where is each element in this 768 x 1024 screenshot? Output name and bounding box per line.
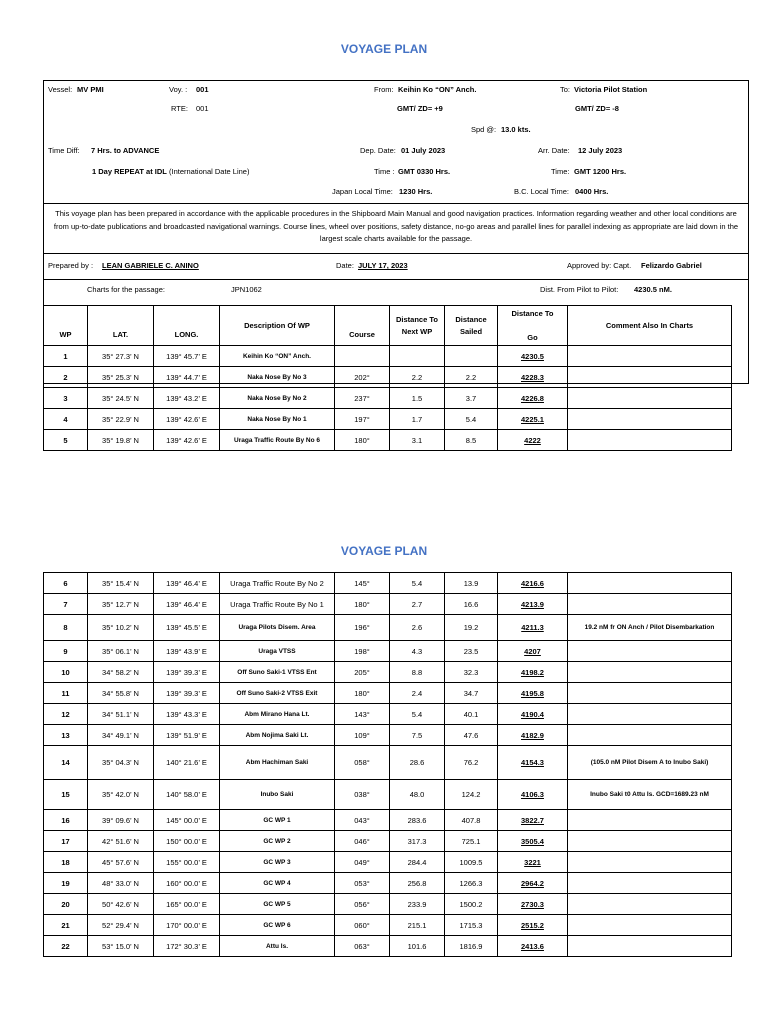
course-cell: 205° — [335, 662, 390, 683]
charts-label: Charts for the passage: — [87, 285, 165, 294]
charts-value: JPN1062 — [231, 285, 262, 294]
distance-sailed-cell — [445, 346, 498, 367]
lat-cell: 35° 22.9’ N — [88, 409, 154, 430]
long-cell: 139° 45.5’ E — [154, 615, 220, 641]
distance-sailed-cell: 13.9 — [445, 573, 498, 594]
description-cell: Uraga Traffic Route By No 2 — [220, 573, 335, 594]
comment-cell — [568, 683, 732, 704]
comment-cell — [568, 894, 732, 915]
table-row — [44, 873, 732, 894]
description-cell: Keihin Ko “ON” Anch. — [220, 346, 335, 367]
description-cell: GC WP 6 — [220, 915, 335, 936]
distance-sailed-cell: 19.2 — [445, 615, 498, 641]
bc-time-value: 0400 Hrs. — [575, 187, 609, 196]
waypoint-table-page1 — [43, 305, 732, 451]
distance-sailed-cell: 47.6 — [445, 725, 498, 746]
wp-cell: 20 — [44, 894, 88, 915]
dep-label: Dep. Date: — [360, 146, 396, 155]
wp-cell: 9 — [44, 641, 88, 662]
distance-sailed-cell: 8.5 — [445, 430, 498, 451]
lat-cell: 35° 19.8’ N — [88, 430, 154, 451]
lat-cell: 52° 29.4’ N — [88, 915, 154, 936]
wp-cell: 19 — [44, 873, 88, 894]
course-cell: 043° — [335, 810, 390, 831]
long-cell: 170° 00.0’ E — [154, 915, 220, 936]
comment-cell — [568, 409, 732, 430]
distance-togo-cell: 4211.3 — [498, 615, 568, 641]
course-cell: 063° — [335, 936, 390, 957]
wp-cell: 17 — [44, 831, 88, 852]
distance-sailed-cell: 40.1 — [445, 704, 498, 725]
distance-sailed-cell: 1500.2 — [445, 894, 498, 915]
lat-cell: 53° 15.0’ N — [88, 936, 154, 957]
description-cell: Naka Nose By No 3 — [220, 367, 335, 388]
voyage-statement: This voyage plan has been prepared in accordance with the applicable procedures in the Shipboard Main Manual and good navigation practices. Information regarding weather and other local conditions are from up-to-date publications and broadcasted navigational warnings. Course lines, wheel over positions, safety distance, no-go areas and parallel lines for parallel indexing as appropriate are laid down in the largest scale charts available for the passage. — [53, 209, 739, 243]
comment-cell — [568, 831, 732, 852]
long-cell: 165° 00.0’ E — [154, 894, 220, 915]
distance-next-cell: 1.7 — [390, 409, 445, 430]
description-cell: GC WP 2 — [220, 831, 335, 852]
page1-title: VOYAGE PLAN — [340, 42, 428, 56]
distance-next-cell: 4.3 — [390, 641, 445, 662]
table-row — [44, 746, 732, 780]
course-cell: 056° — [335, 894, 390, 915]
long-cell: 139° 43.2’ E — [154, 388, 220, 409]
course-cell: 196° — [335, 615, 390, 641]
table-row — [44, 594, 732, 615]
course-cell: 237° — [335, 388, 390, 409]
description-cell: Inubo Saki — [220, 780, 335, 810]
description-cell: GC WP 1 — [220, 810, 335, 831]
divider — [44, 203, 748, 204]
to-value: Victoria Pilot Station — [574, 85, 648, 94]
distance-sailed-cell: 34.7 — [445, 683, 498, 704]
description-cell: Naka Nose By No 2 — [220, 388, 335, 409]
wp-cell: 4 — [44, 409, 88, 430]
distance-togo-cell: 4230.5 — [498, 346, 568, 367]
table-row — [44, 915, 732, 936]
col-next-wp: Distance To Next WP — [390, 306, 445, 346]
long-cell: 139° 39.3’ E — [154, 662, 220, 683]
approved-label: Approved by: Capt. — [567, 261, 632, 270]
distance-next-cell: 101.6 — [390, 936, 445, 957]
distance-togo-cell: 4106.3 — [498, 780, 568, 810]
distance-next-cell: 317.3 — [390, 831, 445, 852]
description-cell: Attu Is. — [220, 936, 335, 957]
long-cell: 160° 00.0’ E — [154, 873, 220, 894]
comment-cell — [568, 915, 732, 936]
spd-label: Spd @: — [471, 125, 497, 134]
course-cell: 180° — [335, 430, 390, 451]
wp-cell: 7 — [44, 594, 88, 615]
wp-cell: 8 — [44, 615, 88, 641]
distance-togo-cell: 2964.2 — [498, 873, 568, 894]
vessel-value: MV PMI — [77, 85, 104, 94]
table-row — [44, 409, 732, 430]
long-cell: 139° 45.7’ E — [154, 346, 220, 367]
course-cell: 143° — [335, 704, 390, 725]
wp-cell: 16 — [44, 810, 88, 831]
description-cell: GC WP 4 — [220, 873, 335, 894]
description-cell: Abm Mirano Hana Lt. — [220, 704, 335, 725]
idl-repeat: 1 Day REPEAT at IDL — [92, 167, 167, 176]
approved-by: Felizardo Gabriel — [641, 261, 702, 270]
course-cell: 198° — [335, 641, 390, 662]
time-diff-value: 7 Hrs. to ADVANCE — [91, 146, 160, 155]
description-cell: Uraga VTSS — [220, 641, 335, 662]
col-long: LONG. — [154, 306, 220, 346]
distance-togo-cell: 4198.2 — [498, 662, 568, 683]
distance-sailed-cell: 1266.3 — [445, 873, 498, 894]
distance-next-cell: 2.6 — [390, 615, 445, 641]
distance-next-cell: 3.1 — [390, 430, 445, 451]
gmt-from: GMT/ ZD= +9 — [397, 104, 443, 113]
comment-cell: (105.0 nM Pilot Disem A to Inubo Saki) — [568, 746, 732, 780]
long-cell: 139° 46.4’ E — [154, 594, 220, 615]
distance-sailed-cell: 1715.3 — [445, 915, 498, 936]
distance-next-cell — [390, 346, 445, 367]
col-comment: Comment Also In Charts — [568, 306, 732, 346]
distance-sailed-cell: 407.8 — [445, 810, 498, 831]
distance-sailed-cell: 16.6 — [445, 594, 498, 615]
long-cell: 150° 00.0’ E — [154, 831, 220, 852]
voy-label: Voy. : — [169, 85, 188, 94]
comment-cell — [568, 573, 732, 594]
lat-cell: 35° 42.0’ N — [88, 780, 154, 810]
voy-value: 001 — [196, 85, 209, 94]
table-row — [44, 810, 732, 831]
wp-cell: 14 — [44, 746, 88, 780]
lat-cell: 35° 27.3’ N — [88, 346, 154, 367]
distance-togo-cell: 4190.4 — [498, 704, 568, 725]
col-wp: WP — [44, 306, 88, 346]
distance-togo-cell: 3505.4 — [498, 831, 568, 852]
lat-cell: 35° 24.5’ N — [88, 388, 154, 409]
comment-cell — [568, 367, 732, 388]
lat-cell: 48° 33.0’ N — [88, 873, 154, 894]
distance-togo-cell: 4207 — [498, 641, 568, 662]
col-lat: LAT. — [88, 306, 154, 346]
long-cell: 139° 46.4’ E — [154, 573, 220, 594]
distance-togo-cell: 4222 — [498, 430, 568, 451]
distance-next-cell: 48.0 — [390, 780, 445, 810]
distance-next-cell: 2.4 — [390, 683, 445, 704]
comment-cell — [568, 936, 732, 957]
wp-cell: 10 — [44, 662, 88, 683]
long-cell: 139° 44.7’ E — [154, 367, 220, 388]
vessel-label: Vessel: — [48, 85, 73, 94]
distance-togo-cell: 4213.9 — [498, 594, 568, 615]
distance-togo-cell: 4228.3 — [498, 367, 568, 388]
table-row — [44, 725, 732, 746]
long-cell: 145° 00.0’ E — [154, 810, 220, 831]
distance-sailed-cell: 1009.5 — [445, 852, 498, 873]
distance-next-cell: 5.4 — [390, 704, 445, 725]
description-cell: Off Suno Saki-2 VTSS Exit — [220, 683, 335, 704]
distance-next-cell: 284.4 — [390, 852, 445, 873]
col-sailed: Distance Sailed — [445, 306, 498, 346]
comment-cell — [568, 346, 732, 367]
distance-togo-cell: 4182.9 — [498, 725, 568, 746]
course-cell: 202° — [335, 367, 390, 388]
dist-pilot-value: 4230.5 nM. — [634, 285, 672, 294]
description-cell: Uraga Pilots Disem. Area — [220, 615, 335, 641]
long-cell: 139° 39.3’ E — [154, 683, 220, 704]
long-cell: 139° 43.3’ E — [154, 704, 220, 725]
japan-time-value: 1230 Hrs. — [399, 187, 433, 196]
course-cell: 180° — [335, 683, 390, 704]
time-dep-value: GMT 0330 Hrs. — [398, 167, 451, 176]
comment-cell — [568, 704, 732, 725]
distance-sailed-cell: 725.1 — [445, 831, 498, 852]
distance-sailed-cell: 1816.9 — [445, 936, 498, 957]
lat-cell: 45° 57.6’ N — [88, 852, 154, 873]
distance-togo-cell: 4216.6 — [498, 573, 568, 594]
distance-sailed-cell: 32.3 — [445, 662, 498, 683]
distance-togo-cell: 2413.6 — [498, 936, 568, 957]
distance-sailed-cell: 76.2 — [445, 746, 498, 780]
col-course: Course — [335, 306, 390, 346]
prepared-label: Prepared by : — [48, 261, 94, 270]
long-cell: 155° 00.0’ E — [154, 852, 220, 873]
description-cell: Naka Nose By No 1 — [220, 409, 335, 430]
gmt-to: GMT/ ZD= -8 — [575, 104, 619, 113]
wp-cell: 11 — [44, 683, 88, 704]
lat-cell: 34° 49.1’ N — [88, 725, 154, 746]
wp-cell: 12 — [44, 704, 88, 725]
wp-cell: 22 — [44, 936, 88, 957]
distance-next-cell: 28.6 — [390, 746, 445, 780]
lat-cell: 34° 51.1’ N — [88, 704, 154, 725]
distance-next-cell: 233.9 — [390, 894, 445, 915]
comment-cell — [568, 725, 732, 746]
long-cell: 139° 43.9’ E — [154, 641, 220, 662]
long-cell: 139° 51.9’ E — [154, 725, 220, 746]
comment-cell — [568, 388, 732, 409]
col-desc: Description Of WP — [220, 306, 335, 346]
spd-value: 13.0 kts. — [501, 125, 531, 134]
comment-cell — [568, 852, 732, 873]
long-cell: 140° 21.6’ E — [154, 746, 220, 780]
distance-togo-cell: 4154.3 — [498, 746, 568, 780]
bc-time-label: B.C. Local Time: — [514, 187, 570, 196]
wp-cell: 15 — [44, 780, 88, 810]
idl-note: (International Date Line) — [169, 167, 250, 176]
course-cell: 053° — [335, 873, 390, 894]
course-cell: 145° — [335, 573, 390, 594]
wp-cell: 1 — [44, 346, 88, 367]
distance-togo-cell: 2730.3 — [498, 894, 568, 915]
divider — [44, 253, 748, 254]
table-row — [44, 388, 732, 409]
table-row — [44, 852, 732, 873]
distance-next-cell: 215.1 — [390, 915, 445, 936]
wp-cell: 5 — [44, 430, 88, 451]
description-cell: Off Suno Saki-1 VTSS Ent — [220, 662, 335, 683]
distance-sailed-cell: 23.5 — [445, 641, 498, 662]
table-row — [44, 346, 732, 367]
description-cell: Uraga Traffic Route By No 1 — [220, 594, 335, 615]
lat-cell: 34° 55.8’ N — [88, 683, 154, 704]
distance-next-cell: 5.4 — [390, 573, 445, 594]
lat-cell: 35° 10.2’ N — [88, 615, 154, 641]
comment-cell — [568, 662, 732, 683]
long-cell: 139° 42.6’ E — [154, 430, 220, 451]
distance-next-cell: 256.8 — [390, 873, 445, 894]
to-label: To: — [560, 85, 571, 94]
comment-cell — [568, 430, 732, 451]
lat-cell: 39° 09.6’ N — [88, 810, 154, 831]
comment-cell — [568, 641, 732, 662]
long-cell: 140° 58.0’ E — [154, 780, 220, 810]
wp-cell: 2 — [44, 367, 88, 388]
description-cell: Abm Hachiman Saki — [220, 746, 335, 780]
course-cell: 038° — [335, 780, 390, 810]
dist-pilot-label: Dist. From Pilot to Pilot: — [540, 285, 619, 294]
course-cell: 060° — [335, 915, 390, 936]
lat-cell: 35° 25.3’ N — [88, 367, 154, 388]
table-row — [44, 367, 732, 388]
japan-time-label: Japan Local Time: — [332, 187, 393, 196]
lat-cell: 50° 42.6’ N — [88, 894, 154, 915]
distance-togo-cell: 2515.2 — [498, 915, 568, 936]
wp-cell: 21 — [44, 915, 88, 936]
arr-date: 12 July 2023 — [578, 146, 623, 155]
distance-togo-cell: 3822.7 — [498, 810, 568, 831]
time-dep-label: Time : — [374, 167, 395, 176]
lat-cell: 35° 12.7’ N — [88, 594, 154, 615]
prepared-date: JULY 17, 2023 — [358, 261, 408, 270]
page2-title: VOYAGE PLAN — [340, 544, 428, 558]
waypoint-table-page2 — [43, 572, 732, 957]
description-cell: GC WP 5 — [220, 894, 335, 915]
description-cell: GC WP 3 — [220, 852, 335, 873]
comment-cell — [568, 810, 732, 831]
arr-label: Arr. Date: — [538, 146, 570, 155]
time-diff-label: Time Diff: — [48, 146, 80, 155]
distance-next-cell: 283.6 — [390, 810, 445, 831]
time-arr-value: GMT 1200 Hrs. — [574, 167, 627, 176]
comment-cell: 19.2 nM fr ON Anch / Pilot Disembarkation — [568, 615, 732, 641]
course-cell: 046° — [335, 831, 390, 852]
distance-togo-cell: 3221 — [498, 852, 568, 873]
lat-cell: 42° 51.6’ N — [88, 831, 154, 852]
distance-sailed-cell: 5.4 — [445, 409, 498, 430]
distance-sailed-cell: 3.7 — [445, 388, 498, 409]
course-cell: 049° — [335, 852, 390, 873]
table-row — [44, 704, 732, 725]
prepared-by: LEAN GABRIELE C. ANINO — [102, 261, 199, 270]
time-arr-label: Time: — [551, 167, 570, 176]
distance-next-cell: 1.5 — [390, 388, 445, 409]
col-togo: Distance To Go — [498, 306, 568, 346]
lat-cell: 34° 58.2’ N — [88, 662, 154, 683]
course-cell: 180° — [335, 594, 390, 615]
rte-label: RTE: — [171, 104, 188, 113]
table-row — [44, 662, 732, 683]
divider — [44, 279, 748, 280]
description-cell: Abm Nojima Saki Lt. — [220, 725, 335, 746]
table-row — [44, 894, 732, 915]
course-cell — [335, 346, 390, 367]
wp-cell: 18 — [44, 852, 88, 873]
table-row — [44, 615, 732, 641]
distance-next-cell: 7.5 — [390, 725, 445, 746]
date-label: Date: — [336, 261, 354, 270]
table-row — [44, 683, 732, 704]
table-row — [44, 936, 732, 957]
lat-cell: 35° 15.4’ N — [88, 573, 154, 594]
long-cell: 172° 30.3’ E — [154, 936, 220, 957]
distance-sailed-cell: 124.2 — [445, 780, 498, 810]
description-cell: Uraga Traffic Route By No 6 — [220, 430, 335, 451]
course-cell: 109° — [335, 725, 390, 746]
table-row — [44, 573, 732, 594]
wp-cell: 13 — [44, 725, 88, 746]
long-cell: 139° 42.6’ E — [154, 409, 220, 430]
table-row — [44, 430, 732, 451]
from-value: Keihin Ko “ON” Anch. — [398, 85, 477, 94]
distance-togo-cell: 4226.8 — [498, 388, 568, 409]
distance-sailed-cell: 2.2 — [445, 367, 498, 388]
dep-date: 01 July 2023 — [401, 146, 446, 155]
distance-togo-cell: 4195.8 — [498, 683, 568, 704]
comment-cell — [568, 873, 732, 894]
rte-value: 001 — [196, 104, 209, 113]
table-row — [44, 780, 732, 810]
comment-cell — [568, 594, 732, 615]
comment-cell: Inubo Saki t0 Attu Is. GCD=1689.23 nM — [568, 780, 732, 810]
distance-togo-cell: 4225.1 — [498, 409, 568, 430]
distance-next-cell: 8.8 — [390, 662, 445, 683]
wp-cell: 6 — [44, 573, 88, 594]
table-row — [44, 641, 732, 662]
course-cell: 058° — [335, 746, 390, 780]
from-label: From: — [374, 85, 394, 94]
lat-cell: 35° 04.3’ N — [88, 746, 154, 780]
course-cell: 197° — [335, 409, 390, 430]
wp-cell: 3 — [44, 388, 88, 409]
table-row — [44, 831, 732, 852]
distance-next-cell: 2.7 — [390, 594, 445, 615]
lat-cell: 35° 06.1’ N — [88, 641, 154, 662]
distance-next-cell: 2.2 — [390, 367, 445, 388]
